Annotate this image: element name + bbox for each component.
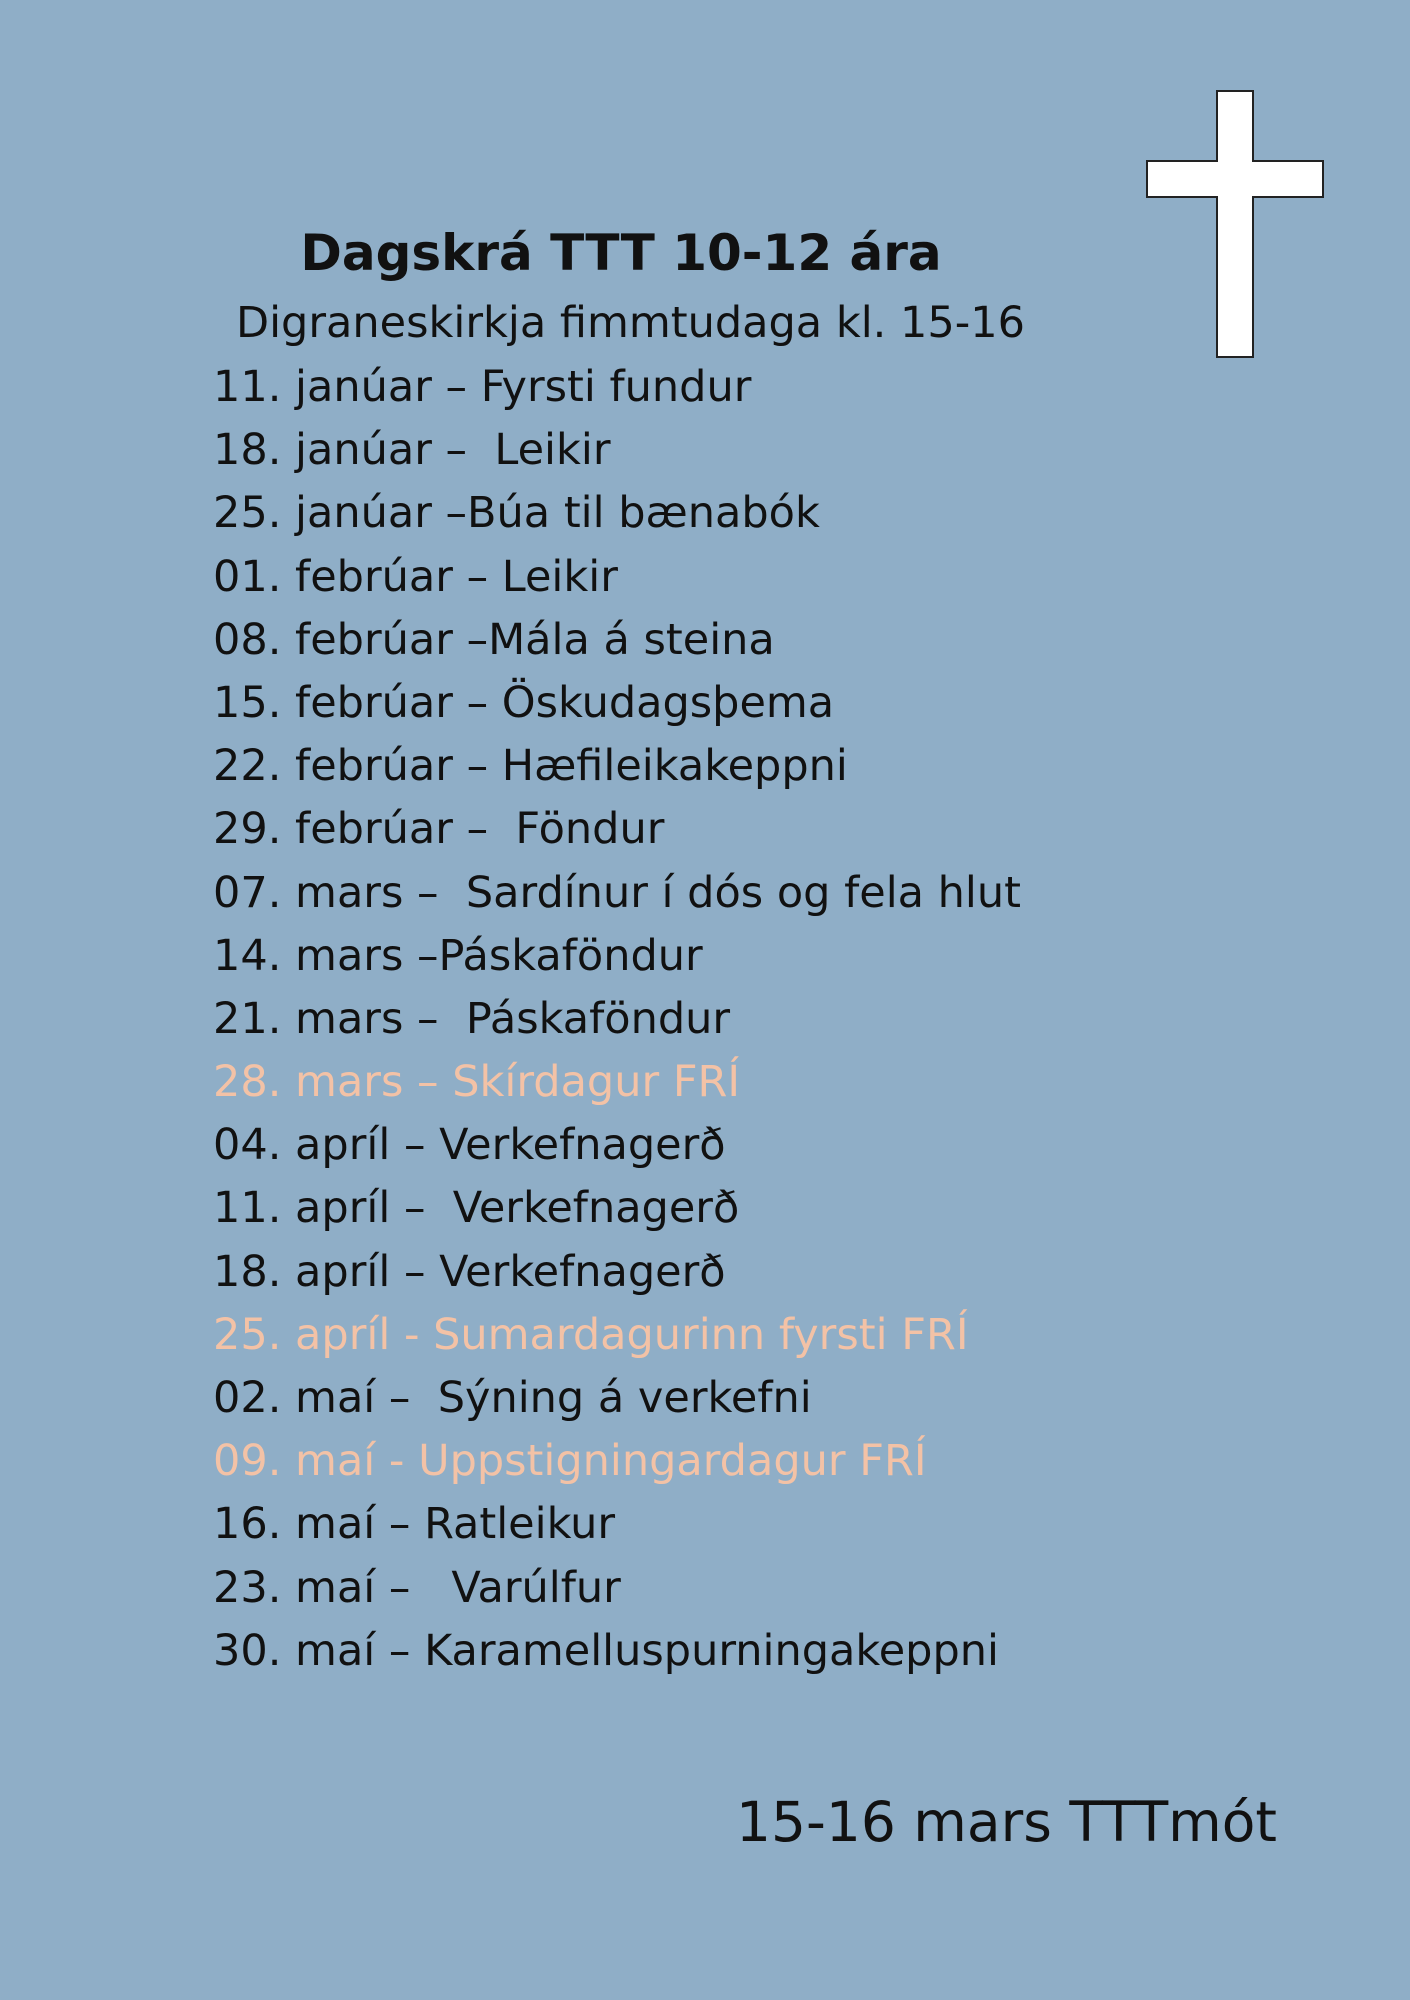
footer-note: 15-16 mars TTTmót (736, 1790, 1277, 1854)
schedule-item: 16. maí – Ratleikur (213, 1499, 616, 1550)
schedule-item: 18. janúar – Leikir (213, 425, 611, 476)
page-title: Dagskrá TTT 10-12 ára (300, 224, 942, 282)
schedule-item: 22. febrúar – Hæfileikakeppni (213, 741, 848, 792)
schedule-item: 08. febrúar –Mála á steina (213, 614, 775, 665)
schedule-item: 14. mars –Páskaföndur (213, 930, 703, 981)
schedule-item: 30. maí – Karamelluspurningakeppni (213, 1625, 999, 1676)
schedule-item: 11. apríl – Verkefnagerð (213, 1183, 740, 1234)
schedule-item: 15. febrúar – Öskudagsþema (213, 677, 835, 728)
schedule-list (213, 356, 1021, 1683)
schedule-item: 23. maí – Varúlfur (213, 1562, 621, 1613)
page-subtitle: Digraneskirkja fimmtudaga kl. 15-16 (236, 298, 1025, 348)
schedule-item-holiday: 25. apríl - Sumardagurinn fyrsti FRÍ (213, 1309, 969, 1360)
schedule-item: 11. janúar – Fyrsti fundur (213, 362, 752, 412)
schedule-item: 04. apríl – Verkefnagerð (213, 1120, 726, 1171)
schedule-item: 25. janúar –Búa til bænabók (213, 488, 820, 539)
schedule-item: 07. mars – Sardínur í dós og fela hlut (213, 867, 1021, 918)
schedule-item-holiday: 28. mars – Skírdagur FRÍ (213, 1057, 741, 1108)
schedule-item: 02. maí – Sýning á verkefni (213, 1373, 812, 1423)
schedule-item-holiday: 09. maí - Uppstigningardagur FRÍ (213, 1436, 927, 1487)
schedule-item: 18. apríl – Verkefnagerð (213, 1246, 726, 1297)
schedule-item: 01. febrúar – Leikir (213, 551, 618, 602)
schedule-item: 21. mars – Páskaföndur (213, 993, 731, 1044)
schedule-item: 29. febrúar – Föndur (213, 804, 665, 855)
